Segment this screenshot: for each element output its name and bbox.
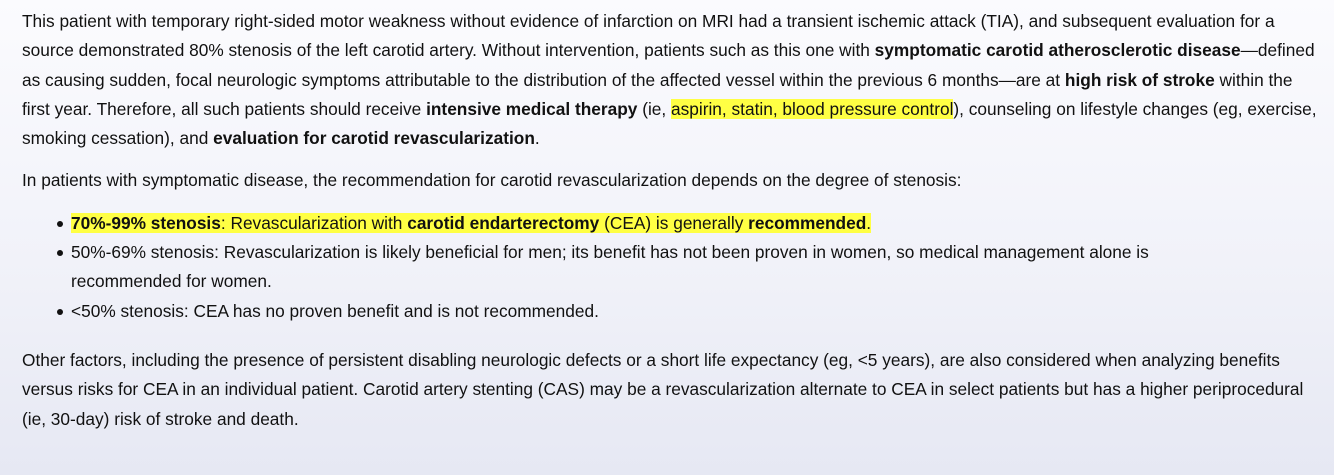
paragraph-tia-summary <box>22 7 1322 153</box>
highlight-medical-therapy: aspirin, statin, blood pressure control <box>671 98 954 119</box>
paragraph-recommendation-intro: In patients with symptomatic disease, the recommendation for carotid revascularization depends on the degree of stenosis: <box>22 170 962 191</box>
text-segment: : Revascularization with <box>220 212 408 233</box>
list-item-70-99 <box>71 209 1211 238</box>
text-segment: . <box>534 128 540 149</box>
bold-term-cea: carotid endarterectomy <box>407 212 600 233</box>
bold-term-70-99-stenosis: 70%-99% stenosis <box>71 212 221 233</box>
text-segment: —defined as causing sudden, focal neurologic symptoms attributable to the distribution of the affected vessel within the previous 6 months—are at <box>22 40 1315 90</box>
text-segment: (CEA) is generally <box>599 212 749 233</box>
bold-term-symptomatic-disease: symptomatic carotid atherosclerotic disease <box>874 40 1241 61</box>
text-segment: within the first year. Therefore, all such patients should receive <box>22 69 1293 119</box>
highlight-70-99 <box>71 213 871 233</box>
list-item-under-50: <50% stenosis: CEA has no proven benefit and is not recommended. <box>71 297 1211 326</box>
list-item-50-69: 50%-69% stenosis: Revascularization is likely beneficial for men; its benefit has not been proven in women, so medical management alone is recommended for women. <box>71 238 1211 297</box>
bold-term-revascularization: evaluation for carotid revascularization <box>213 128 535 149</box>
explanation-content <box>22 7 1322 434</box>
text-segment: This patient with temporary right-sided motor weakness without evidence of infarction on MRI had a transient ischemic attack (TIA), and subsequent evaluation for a source demonstrated 80% stenosis of the left carotid artery. Without intervention, patients such as this one with <box>22 11 1275 61</box>
bold-term-recommended: recommended <box>748 212 867 233</box>
stenosis-list <box>22 209 1322 326</box>
text-segment: (ie, <box>637 98 671 119</box>
paragraph-other-factors: Other factors, including the presence of persistent disabling neurologic defects or a short life expectancy (eg, <5 years), are also considered when analyzing benefits versus risks for CEA in an individual patient. Carotid artery stenting (CAS) may be a revascularization alternate to CEA in select patients but has a higher periprocedural (ie, 30-day) risk of stroke and death. <box>22 349 1304 429</box>
bold-term-high-risk: high risk of stroke <box>1064 69 1215 90</box>
bold-term-medical-therapy: intensive medical therapy <box>426 98 638 119</box>
text-segment: . <box>866 212 872 233</box>
text-segment: ), counseling on lifestyle changes (eg, exercise, smoking cessation), and <box>22 98 1317 149</box>
